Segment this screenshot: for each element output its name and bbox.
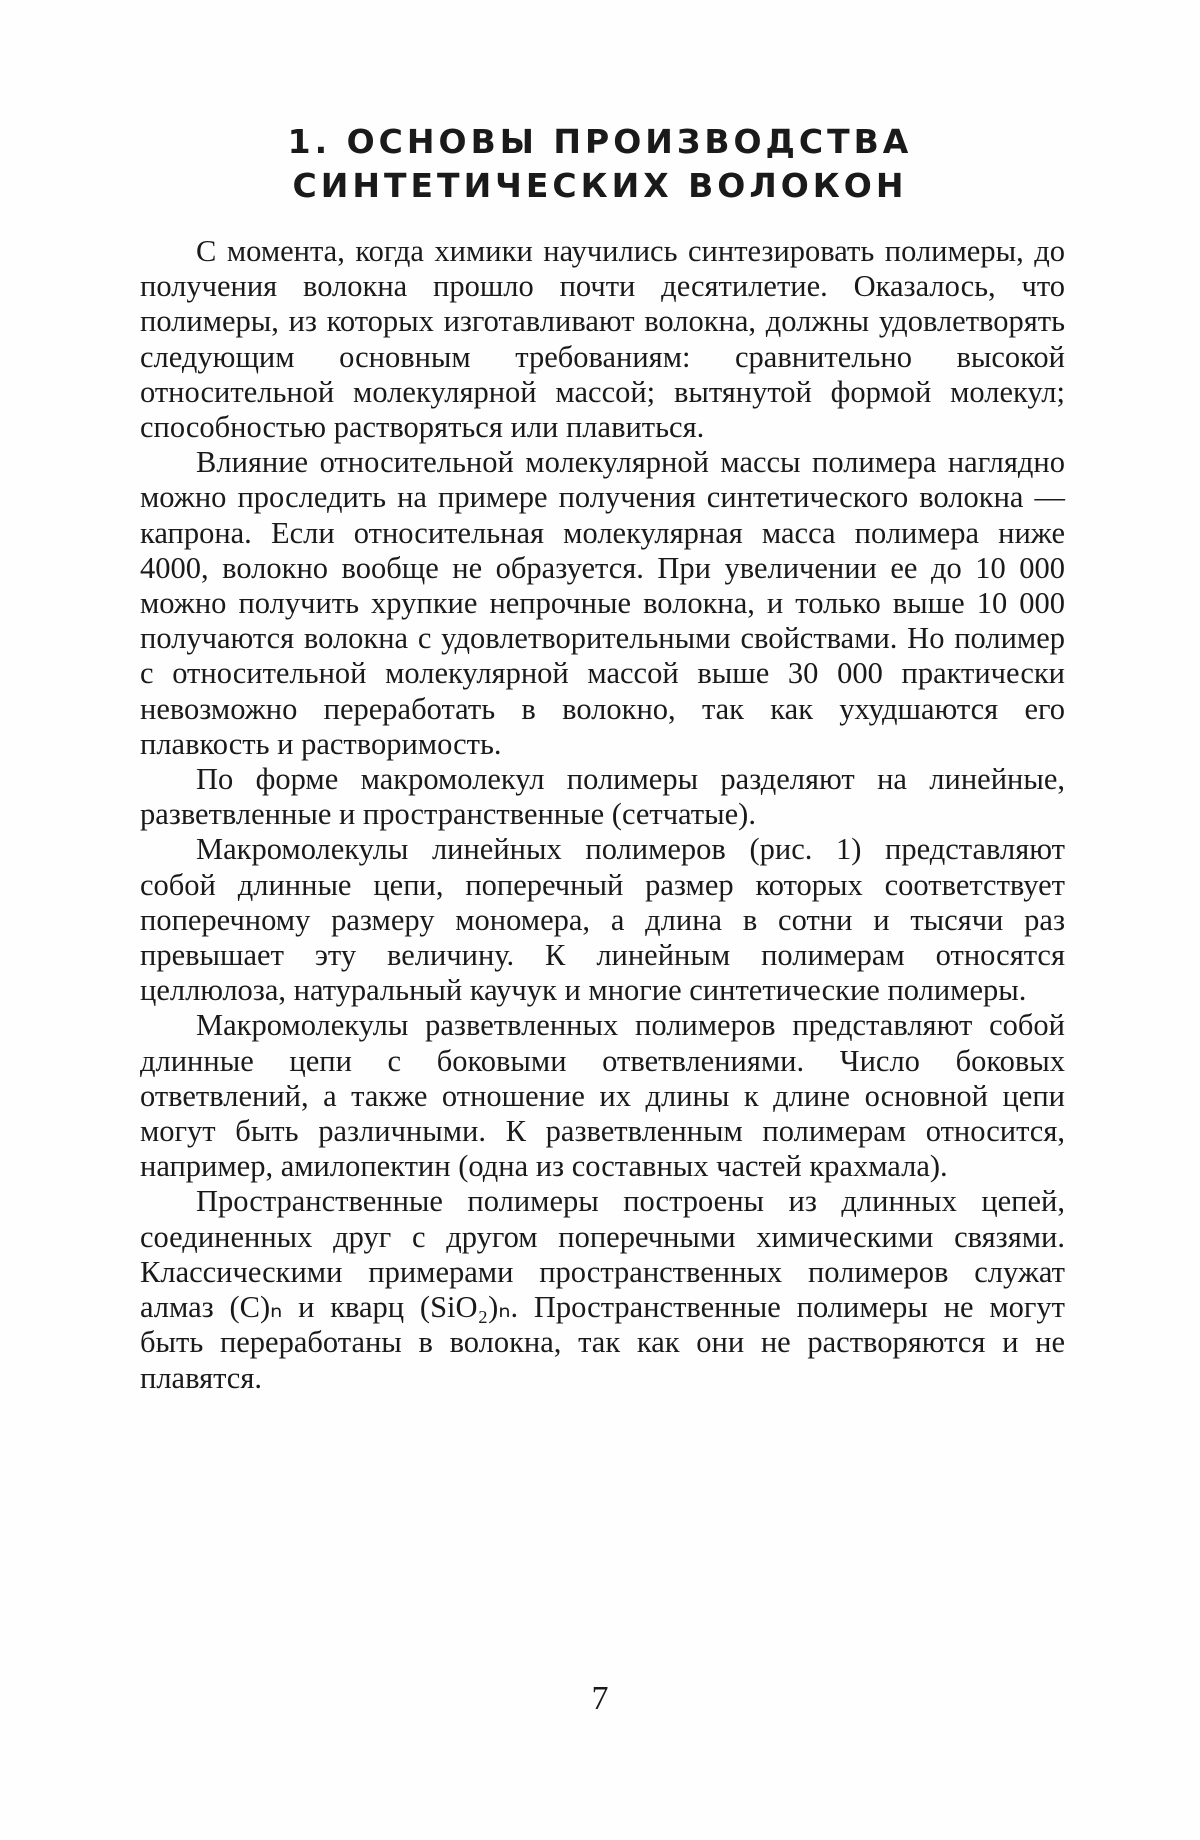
paragraph-network-polymers: Пространственные полимеры построены из длинных цепей, соединенных друг с другом поперечными химическими связями. Классическими примерами пространственных полимеров служат алмаз (С)ₙ и кварц (SiO₂)ₙ. Пространственные полимеры не могут быть переработаны в волокна, так как они не растворяются и не плавятся. [140,1184,1065,1395]
chapter-heading [140,120,1060,208]
paragraph-polymer-requirements: С момента, когда химики научились синтезировать полимеры, до получения волокна прошло почти десятилетие. Оказалось, что полимеры, из которых изготавливают волокна, должны удовлетворять следующим основным требованиям: сравнительно высокой относительной молекулярной массой; вытянутой формой молекул; способностью растворяться или плавиться. [140,234,1065,445]
chapter-title-line-1: 1. ОСНОВЫ ПРОИЗВОДСТВА [287,122,913,161]
chapter-title-line-2: СИНТЕТИЧЕСКИХ ВОЛОКОН [292,166,908,205]
paragraph-linear-polymers: Макромолекулы линейных полимеров (рис. 1) представляют собой длинные цепи, поперечный размер которых соответствует поперечному размеру мономера, а длина в сотни и тысячи раз превышает эту величину. К линейным полимерам относятся целлюлоза, натуральный каучук и многие синтетические полимеры. [140,832,1065,1008]
paragraph-branched-polymers: Макромолекулы разветвленных полимеров представляют собой длинные цепи с боковыми ответвлениями. Число боковых ответвлений, а также отношение их длины к длине основной цепи могут быть различными. К разветвленным полимерам относится, например, амилопектин (одна из составных частей крахмала). [140,1008,1065,1184]
paragraph-molecular-mass: Влияние относительной молекулярной массы полимера наглядно можно проследить на примере получения синтетического волокна — капрона. Если относительная молекулярная масса полимера ниже 4000, волокно вообще не образуется. При увеличении ее до 10 000 можно получить хрупкие непрочные волокна, и только выше 10 000 получаются волокна с удовлетворительными свойствами. Но полимер с относительной молекулярной массой выше 30 000 практически невозможно переработать в волокно, так как ухудшаются его плавкость и растворимость. [140,445,1065,761]
body-text [140,234,1065,1396]
paragraph-polymer-classification: По форме макромолекул полимеры разделяют на линейные, разветвленные и пространственные (сетчатые). [140,762,1065,832]
page-number: 7 [591,1680,609,1717]
